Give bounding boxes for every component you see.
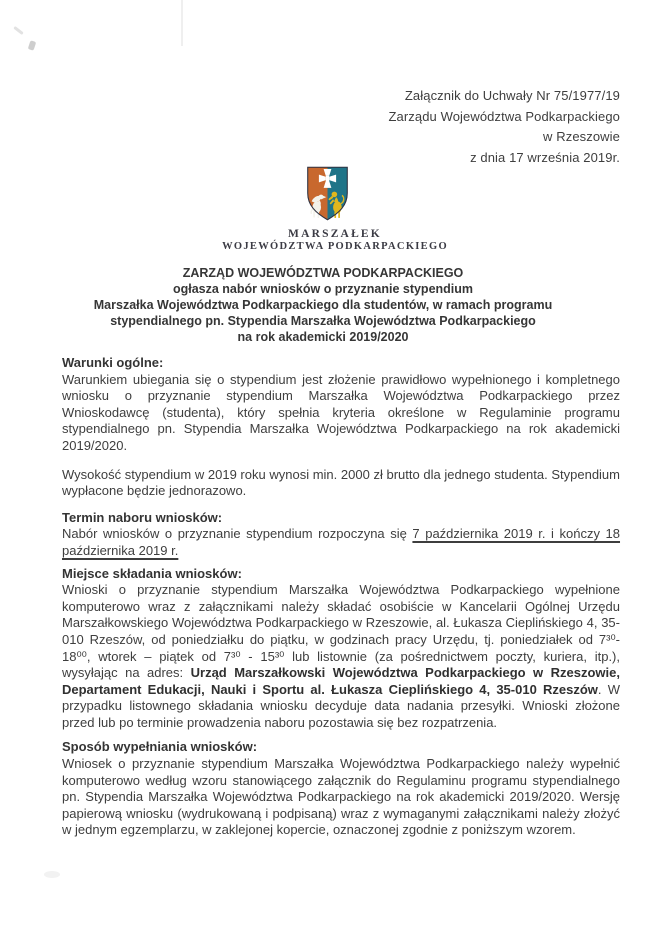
miejsce-text-part1: Wnioski o przyznanie stypendium Marszałka Województwa Podkarpackiego wypełnione komputerowo wraz z załącznikami należy składać osobiście w Kancelarii Ogólnej Urzędu Marszałkowskiego Województwa Podkarpackiego w Rzeszowie, al. Łukasza Cieplińskiego 4, 35-010 Rzeszów, od poniedziałku do piątku, w godzinach pracy Urzędu, tj. poniedziałek od 7³⁰- 18⁰⁰, wtorek – piątek od 7³⁰ - 15³⁰ lub listownie (za pośrednictwem poczty, kuriera, itp.), wysyłając na adres: — [62, 582, 620, 681]
section-miejsce-skladania — [62, 566, 620, 732]
title-line-4: stypendialnego pn. Stypendia Marszałka Województwa Podkarpackiego — [110, 314, 536, 328]
termin-lead-text: Nabór wniosków o przyznanie stypendium rozpoczyna się — [62, 526, 413, 542]
document-content — [62, 86, 620, 839]
reference-line-4: z dnia 17 września 2019r. — [470, 149, 620, 165]
scan-artifact — [181, 0, 183, 46]
title-line-3: Marszałka Województwa Podkarpackiego dla studentów, w ramach programu — [93, 298, 553, 312]
section-heading-warunki: Warunki ogólne: — [62, 355, 164, 370]
title-line-1: ZARZĄD WOJEWÓDZTWA PODKARPACKIEGO — [182, 266, 464, 280]
reference-line-1: Załącznik do Uchwały Nr 75/1977/19 — [404, 88, 620, 103]
section-warunki-ogolne — [62, 355, 620, 455]
termin-dates-underlined: 7 października 2019 r. i kończy 18 października 2019 r. — [62, 526, 621, 558]
emblem-caption-wojewodztwa: WOJEWÓDZTWA PODKARPACKIEGO — [222, 241, 448, 252]
section-wysokosc — [62, 467, 620, 500]
paragraph-termin — [62, 526, 620, 559]
coat-of-arms-block — [62, 165, 620, 252]
paragraph-miejsce — [62, 582, 620, 731]
section-heading-miejsce: Miejsce składania wniosków: — [62, 565, 242, 581]
reference-line-3: w Rzeszowie — [543, 129, 620, 144]
podkarpackie-coat-of-arms-icon — [306, 165, 349, 222]
attachment-reference-block — [62, 86, 620, 168]
document-title — [44, 265, 602, 345]
section-heading-sposob: Sposób wypełniania wniosków: — [62, 739, 258, 755]
miejsce-text-part2: . W przypadku listownego składania wniosku decyduje data nadania przesyłki. Wnioski złożone przed lub po terminie prowadzenia naboru pozostawia się bez rozpatrzenia. — [62, 681, 620, 730]
section-heading-termin: Termin naboru wniosków: — [62, 509, 223, 525]
scan-artifact — [44, 871, 60, 878]
paragraph-sposob: Wniosek o przyznanie stypendium Marszałka Województwa Podkarpackiego należy wypełnić komputerowo według wzoru stanowiącego załącznik do Regulaminu programu stypendialnego pn. Stypendia Marszałka Województwa Podkarpackiego na rok akademicki 2019/2020. Wersję papierową wniosku (wydrukowaną i podpisaną) wraz z wymaganymi załącznikami należy złożyć w jednym egzemplarzu, w zaklejonej kopercie, oznaczonej zgodnie z poniższym wzorem. — [62, 756, 620, 838]
paragraph-wysokosc: Wysokość stypendium w 2019 roku wynosi min. 2000 zł brutto dla jednego studenta. Stypendium wypłacone będzie jednorazowo. — [62, 466, 620, 499]
reference-line-2: Zarządu Województwa Podkarpackiego — [388, 108, 620, 124]
scan-artifact — [28, 40, 36, 50]
scan-artifact — [13, 26, 24, 35]
miejsce-address-bold: Urząd Marszałkowski Województwa Podkarpackiego w Rzeszowie, Departament Edukacji, Nauki i Sportu al. Łukasza Cieplińskiego 4, 35-010 Rzeszów — [62, 665, 620, 697]
emblem-caption-marszalek: MARSZAŁEK — [288, 228, 382, 240]
title-line-5: na rok akademicki 2019/2020 — [237, 330, 409, 344]
section-sposob-wypelniania — [62, 739, 620, 839]
section-termin-naboru — [62, 510, 620, 560]
title-line-2: ogłasza nabór wniosków o przyznanie stypendium — [172, 282, 474, 296]
paragraph-warunki: Warunkiem ubiegania się o stypendium jest złożenie prawidłowo wypełnionego i kompletnego wniosku o przyznanie stypendium Marszałka Województwa Podkarpackiego przez Wnioskodawcę (studenta), który spełnia kryteria określone w Regulaminie programu stypendialnego pn. Stypendia Marszałka Województwa Podkarpackiego na rok akademicki 2019/2020. — [62, 371, 620, 453]
